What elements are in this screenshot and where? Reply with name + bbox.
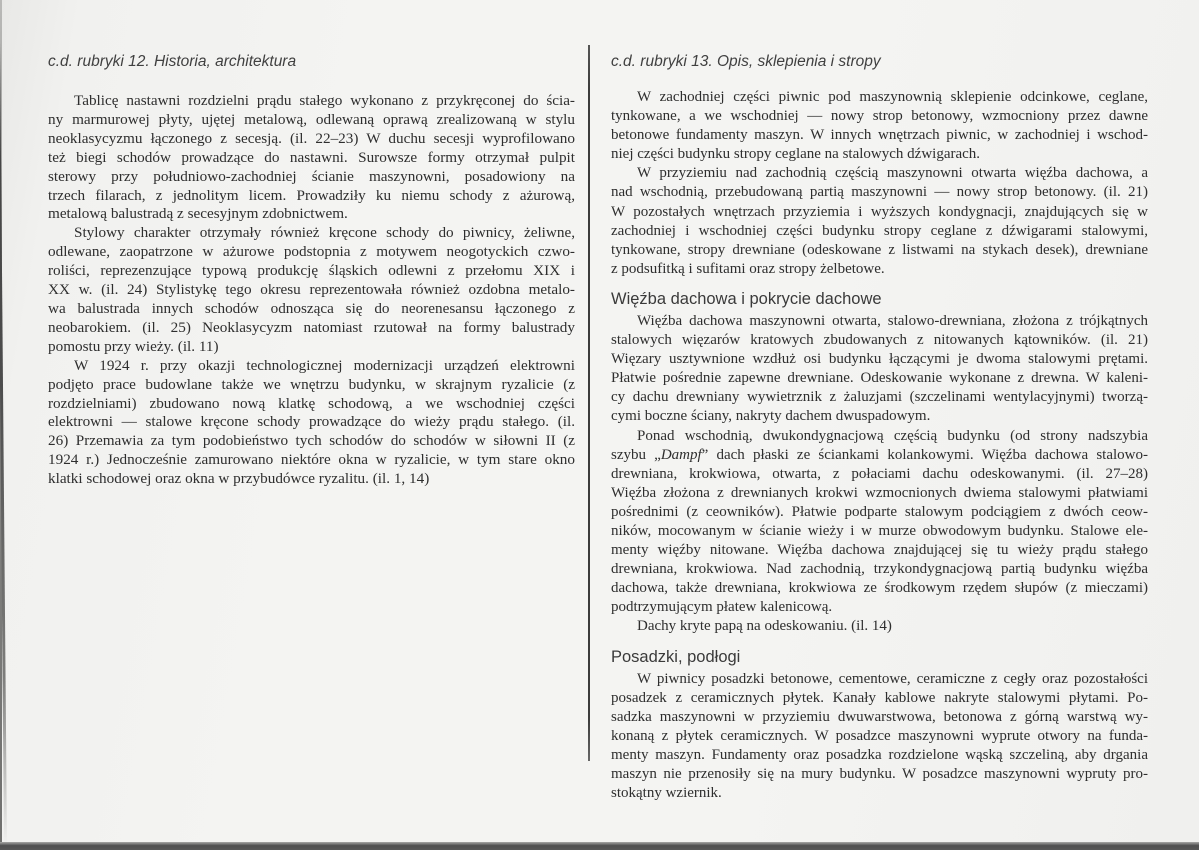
section-heading: Posadzki, podłogi [611,647,741,666]
text-line: W piwnicy posadzki betonowe, cementowe, ceramiczne z cegły oraz pozostałości [637,670,1148,687]
text-line: odlewane, zaopatrzone w ażurowe podstopnia z motywem neogotyckich czwo- [48,243,575,261]
paragraph [611,670,1148,804]
text-line: elektrowni — stalowe kręcone schody prowadzące do wieży prądu stałego. (il. [48,413,575,431]
text-line: stokątny wziernik. [611,785,722,802]
text-line: ników, mocowanym w ścianie wieży i w murze obwodowym budynku. Stalowe ele- [611,522,1148,539]
text-line: tynkowane, a we wschodniej — nowy strop betonowy, wzmocniony przez dawne [611,108,1148,125]
text-line: menty więźby nitowane. Więźba dachowa znajdującej się tu wieży prądu stałego [611,542,1148,559]
text-line: cy dachu drewniany wywietrznik z żaluzjami (szczelinami wentylacyjnymi) tworzą- [611,389,1148,406]
text-line: W 1924 r. przy okazji technologicznej modernizacji urządzeń elektrowni [74,356,575,374]
text-line: z podsufitką i sufitami oraz stropy żelbetowe. [611,260,885,277]
text-line: posadzek z ceramicznych płytek. Kanały kablowe nakryte stalowymi płytami. Po- [611,689,1148,706]
text-line: zachodniej i wschodniej części budynku stropy ceglane z dźwigarami stalowymi, [611,222,1148,239]
text-line: 26) Przemawia za tym podobieństwo tych schodów do schodów w siłowni II (z [48,432,575,450]
paragraph [611,312,1148,427]
text-line: 1924 r.) Jednocześnie zamurowano niektóre okna w ryzalicie, w tym stare okno [48,451,575,469]
text-line: dachowa, także drewniana, krokwiowa ze środkowym rzędem słupów (z mieczami) [611,580,1148,597]
right-column-header: c.d. rubryki 13. Opis, sklepienia i stropy [611,53,881,70]
text-line: drewniana, krokwiowa. Nad zachodnią, trzykondygnacjową partią budynku więźba [611,561,1148,578]
text-line: konaną z płytek ceramicznych. W posadzce maszynowni wyprute otwory na funda- [611,727,1148,744]
text-line: maszyn nie przenosiły się na mury budynku. W posadzce maszynowni wypruty pro- [611,766,1148,782]
left-column [48,53,575,489]
text-line: sadzka maszynowni w przyziemiu dwuwarstwowa, betonowa z górną warstwą wy- [611,708,1148,725]
text-line: metalową balustradą z secesyjnym zdobnictwem. [48,205,348,223]
text-line: W pozostałych wnętrzach przyziemia i wyższych kondygnacji, znajdujących się w [611,203,1148,220]
text-line: Stylowy charakter otrzymały również kręcone schody do piwnicy, żeliwne, [74,224,575,242]
paragraph [611,427,1148,618]
paragraph [48,92,575,224]
section-heading: Więźba dachowa i pokrycie dachowe [611,289,882,308]
text-line: Tablicę nastawni rozdzielni prądu stałego wykonano z przykręconej do ścia- [74,92,575,109]
text-line: Więźba dachowa maszynowni otwarta, stalowo-drewniana, złożona z trójkątnych [637,312,1148,329]
column-divider [588,45,590,761]
text-line: tynkowane, stropy drewniane (odeskowane z listwami na stykach desek), drewniane [611,241,1148,258]
text-line: pośrednimi (z ceowników). Płatwie podparte stalowym podciągiem z dwóch ceow- [611,503,1148,520]
right-column-body [611,88,1148,803]
text-line: trzech filarach, z jednolitym licem. Prowadziły ku niemu schody z ażurową, [48,186,575,204]
text-line: nad wschodnią, przebudowaną partią maszynowni — nowy strop betonowy. (il. 21) [611,184,1148,201]
text-line: szybu „Dampf” dach płaski ze ściankami kolankowymi. Więźba dachowa stalowo- [611,446,1148,463]
right-column [611,53,1148,803]
scan-edge-bottom [0,842,1199,850]
paragraph [611,164,1148,279]
paragraph [611,88,1148,164]
text-line: neoklasycyzmu łączonego z secesją. (il. 22–23) W duchu secesji wyprofilowano [48,129,575,147]
text-line: betonowe fundamenty maszyn. W innych wnętrzach piwnic, w zachodniej i wschod- [611,127,1148,144]
text-line: drewniana, krokwiowa, otwarta, z połaciami dachu odeskowanymi. (il. 27–28) [611,465,1148,482]
text-line: rozdzielniami) zbudowano nową klatkę schodową, a we wschodniej części [48,394,575,412]
text-line: ny marmurowej płyty, ujętej metalową, odlewaną oprawą zrealizowaną w stylu [48,110,575,128]
paragraph [48,224,575,356]
text-line: sterowy przy południowo-zachodniej ścianie maszynowni, posadowiony na [48,167,575,185]
text-line: też biegi schodów prowadzące do nastawni. Surowsze formy otrzymał pulpit [48,148,575,166]
text-line: stalowych więzarów kratowych zbudowanych z nitowanych kątowników. (il. 21) [611,332,1148,349]
text-line: pomostu przy wieży. (il. 11) [48,337,219,355]
text-line: wa balustrada innych schodów odnosząca się do neorenesansu łączonego z [48,299,575,317]
text-line: W przyziemiu nad zachodnią częścią maszynowni otwarta więźba dachowa, a [637,165,1148,182]
paragraph [48,357,575,489]
text-line: XX w. (il. 24) Stylistykę tego okresu reprezentowała również ozdobna metalo- [48,281,575,299]
text-line: Dachy kryte papą na odeskowaniu. (il. 14) [637,618,892,635]
text-line: Więzary usztywnione wzdłuż osi budynku łączącymi je dwoma stalowymi prętami. [611,351,1148,368]
text-line: klatki schodowej oraz okna w przybudówce ryzalitu. (il. 1, 14) [48,470,430,488]
text-line: W zachodniej części piwnic pod maszynownią sklepienie odcinkowe, ceglane, [637,89,1148,105]
text-line: Ponad wschodnią, dwukondygnacjową częścią budynku (od strony nadszybia [637,427,1148,444]
left-column-body [48,92,575,489]
text-line: niej części budynku stropy ceglane na stalowych dźwigarach. [611,146,981,163]
text-line: roliści, reprezenzujące typową produkcję śląskich odlewni z przełomu XIX i [48,262,575,280]
text-line: podjęto prace budowlane także we wnętrzu budynku, w skrajnym ryzalicie (z [48,375,575,393]
left-column-header: c.d. rubryki 12. Historia, architektura [48,53,297,70]
text-line: menty maszyn. Fundamenty oraz posadzka rozdzielone wąską szczeliną, aby drgania [611,746,1148,763]
text-line: cymi boczne ściany, nakryty dachem dwuspadowym. [611,408,931,425]
paragraph [611,617,1148,636]
text-line: podtrzymującym płatew kalenicową. [611,599,833,616]
text-line: neobarokiem. (il. 25) Neoklasycyzm natomiast rzutował na formy balustrady [48,318,575,336]
text-line: Płatwie pośrednie zapewne drewniane. Odeskowanie wykonane z drewna. W kaleni- [611,370,1148,387]
text-line: Więźba złożona z drewnianych krokwi wzmocnionych dwiema stalowymi płatwiami [611,484,1148,501]
